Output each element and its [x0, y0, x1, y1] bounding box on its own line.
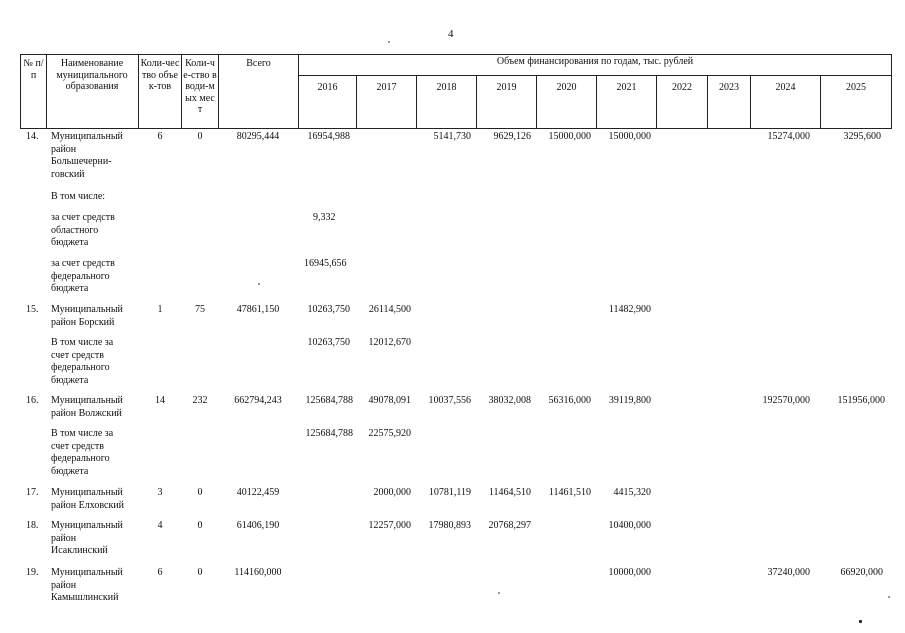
amount-2020: 56316,000 — [548, 395, 591, 406]
amount-2024: 37240,000 — [767, 567, 810, 578]
col-header-year-2019: 2019 — [496, 82, 517, 93]
funding-source-label: за счет средств федерального бюджета — [51, 258, 115, 294]
objects-count: 6 — [157, 567, 163, 578]
col-header-year-2018: 2018 — [436, 82, 457, 93]
amount-2019: 38032,008 — [488, 395, 531, 406]
col-header-year-2023: 2023 — [719, 82, 739, 93]
amount-2021: 10400,000 — [608, 520, 651, 531]
row-number: 15. — [26, 304, 39, 315]
amount-2019: 20768,297 — [488, 520, 531, 531]
amount-2025: 3295,600 — [843, 131, 881, 142]
municipality-name: Муниципальный район Борский — [51, 304, 123, 328]
col-header-name: Наименование муниципального образования — [56, 58, 128, 92]
amount-2017: 49078,091 — [368, 395, 411, 406]
scan-speck — [888, 596, 890, 598]
municipality-name: Муниципальный район Исаклинский — [51, 520, 123, 556]
scan-speck — [258, 283, 260, 285]
total-amount: 61406,190 — [236, 520, 280, 531]
municipality-name: Муниципальный район Елховский — [51, 487, 125, 511]
municipality-name: Муниципальный район Волжский — [51, 395, 123, 419]
objects-count: 1 — [157, 304, 163, 315]
amount-2025: 66920,000 — [840, 567, 883, 578]
amount-2016: 16954,988 — [307, 131, 350, 142]
row-number: 18. — [26, 520, 39, 531]
amount-2016: 9,332 — [313, 212, 336, 223]
amount-2019: 11464,510 — [488, 487, 531, 498]
amount-2016: 16945,656 — [304, 258, 347, 269]
col-header-year-2025: 2025 — [846, 82, 866, 93]
col-header-year-2016: 2016 — [317, 82, 338, 93]
row-number: 14. — [26, 131, 39, 142]
row-number: 17. — [26, 487, 39, 498]
subtotal-label: В том числе: — [51, 191, 106, 202]
total-amount: 40122,459 — [236, 487, 280, 498]
municipality-name: Муниципальный район Камышлинский — [51, 567, 123, 603]
scan-speck — [498, 592, 500, 594]
amount-2020: 11461,510 — [548, 487, 591, 498]
amount-2016: 10263,750 — [307, 337, 350, 348]
amount-2018: 10781,119 — [428, 487, 471, 498]
places-count: 0 — [197, 131, 203, 142]
total-amount: 114160,000 — [234, 567, 282, 578]
places-count: 0 — [197, 567, 203, 578]
scan-speck — [859, 620, 862, 623]
amount-2016: 125684,788 — [305, 428, 353, 439]
objects-count: 3 — [157, 487, 163, 498]
funding-source-label: В том числе за счет средств федерального бюджета — [51, 337, 114, 386]
total-amount: 47861,150 — [236, 304, 280, 315]
amount-2025: 151956,000 — [837, 395, 885, 406]
amount-2017: 12012,670 — [368, 337, 411, 348]
amount-2019: 9629,126 — [493, 131, 531, 142]
page-number: 4 — [448, 28, 454, 40]
places-count: 0 — [197, 520, 203, 531]
amount-2018: 5141,730 — [433, 131, 471, 142]
col-header-places: Коли-че-ство вводи-мых мест — [183, 58, 217, 115]
amount-2021: 39119,800 — [608, 395, 651, 406]
objects-count: 14 — [155, 395, 165, 406]
col-header-funding: Объем финансирования по годам, тыс. рублей — [496, 56, 694, 67]
funding-source-label: В том числе за счет средств федерального бюджета — [51, 428, 114, 477]
amount-2021: 11482,900 — [608, 304, 651, 315]
scan-speck — [388, 41, 390, 43]
municipality-name: Муниципальный район Большечерни- говский — [51, 131, 123, 180]
amount-2018: 10037,556 — [428, 395, 471, 406]
amount-2021: 15000,000 — [608, 131, 651, 142]
amount-2024: 15274,000 — [767, 131, 810, 142]
row-number: 19. — [26, 567, 39, 578]
amount-2017: 12257,000 — [368, 520, 411, 531]
col-header-year-2020: 2020 — [556, 82, 577, 93]
places-count: 0 — [197, 487, 203, 498]
amount-2021: 4415,320 — [613, 487, 651, 498]
places-count: 75 — [195, 304, 205, 315]
places-count: 232 — [192, 395, 208, 406]
amount-2020: 15000,000 — [548, 131, 591, 142]
funding-source-label: за счет средств областного бюджета — [51, 212, 115, 248]
col-header-year-2021: 2021 — [616, 82, 637, 93]
col-header-year-2022: 2022 — [672, 82, 692, 93]
col-header-year-2024: 2024 — [775, 82, 796, 93]
amount-2017: 22575,920 — [368, 428, 411, 439]
amount-2016: 125684,788 — [305, 395, 353, 406]
objects-count: 4 — [157, 520, 163, 531]
amount-2016: 10263,750 — [307, 304, 350, 315]
total-amount: 80295,444 — [236, 131, 280, 142]
amount-2018: 17980,893 — [428, 520, 471, 531]
objects-count: 6 — [157, 131, 163, 142]
row-number: 16. — [26, 395, 39, 406]
col-header-total: Всего — [246, 58, 271, 69]
col-header-year-2017: 2017 — [376, 82, 397, 93]
amount-2017: 2000,000 — [373, 487, 411, 498]
col-header-num: № п/п — [23, 58, 44, 81]
col-header-objects: Коли-чество объек-тов — [140, 58, 180, 92]
amount-2024: 192570,000 — [762, 395, 810, 406]
amount-2021: 10000,000 — [608, 567, 651, 578]
total-amount: 662794,243 — [234, 395, 282, 406]
amount-2017: 26114,500 — [368, 304, 411, 315]
